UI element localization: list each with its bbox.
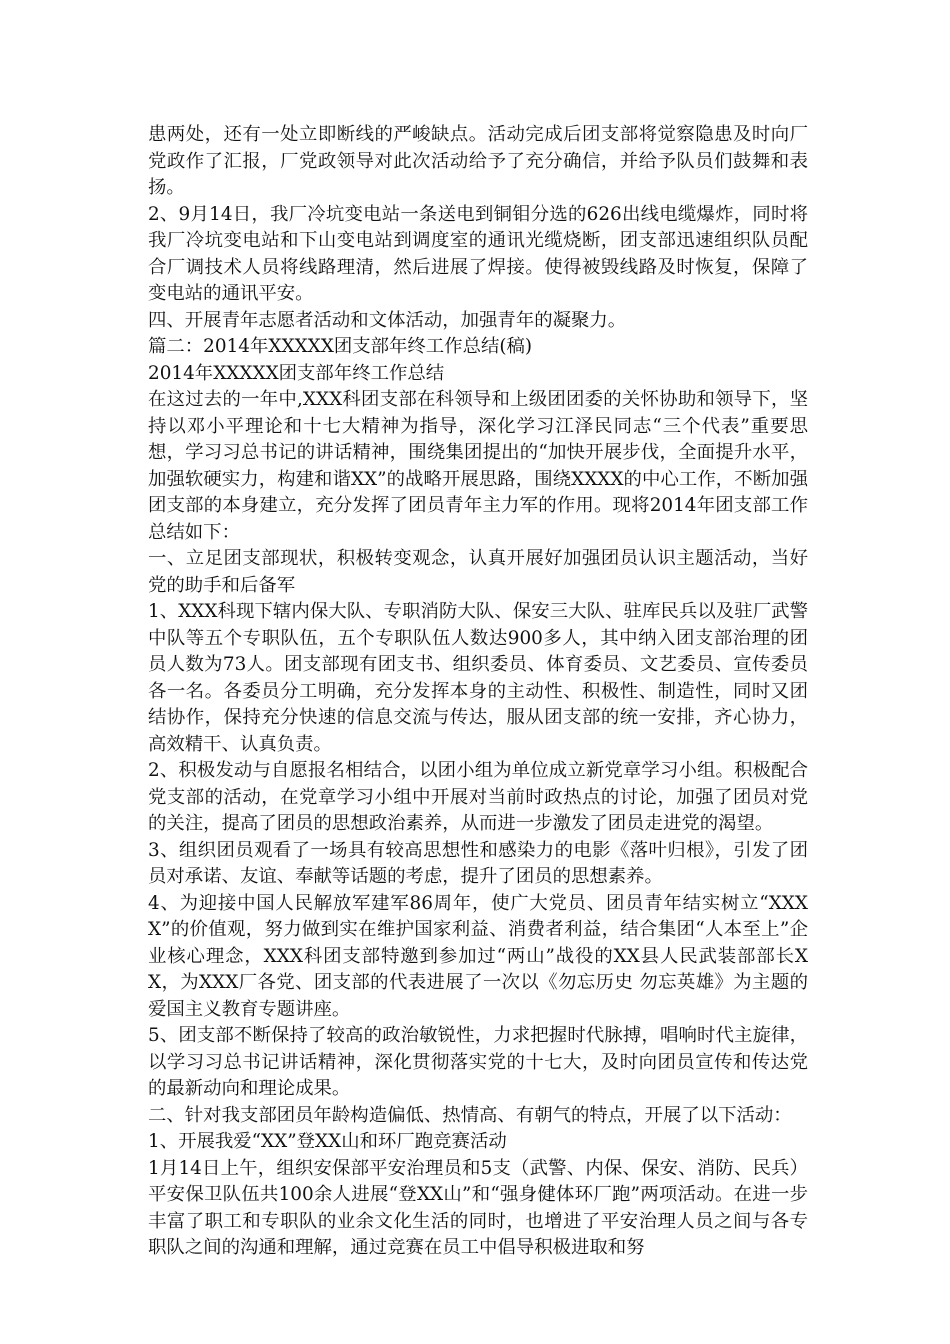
paragraph: 4、为迎接中国人民解放军建军86周年，使广大党员、团员青年结实树立“XXXX”的价值观，努力做到实在维护国家利益、消费者利益，结合集团“人本至上”企业核心理念，XXX科团支部特邀到参加过“两山”战役的XX县人民武装部部长XX，为XXX厂各党、团支部的代表进展了一次以《勿忘历史 勿忘英雄》为主题的爱国主义教育专题讲座。: [148, 892, 808, 1020]
paragraph: 1、XXX科现下辖内保大队、专职消防大队、保安三大队、驻库民兵以及驻厂武警中队等五个专职队伍，五个专职队伍人数达900多人，其中纳入团支部治理的团员人数为73人。团支部现有团支书、组织委员、体育委员、文艺委员、宣传委员各一名。各委员分工明确，充分发挥本身的主动性、积极性、制造性，同时又团结协作，保持充分快速的信息交流与传达，服从团支部的统一安排，齐心协力，高效精干、认真负责。: [148, 601, 808, 755]
paragraph: 在这过去的一年中,XXX科团支部在科领导和上级团团委的关怀协助和领导下，坚持以邓小平理论和十七大精神为指导，深化学习江泽民同志“三个代表”重要思想，学习习总书记的讲话精神，围绕集团提出的“加快开展步伐，全面提升水平，加强软硬实力，构建和谐XX”的战略开展思路，围绕XXXX的中心工作，不断加强团支部的本身建立，充分发挥了团员青年主力军的作用。现将2014年团支部工作总结如下：: [148, 389, 808, 543]
section-heading: 二、针对我支部团员年龄构造偏低、热情高、有朝气的特点，开展了以下活动：: [148, 1104, 792, 1126]
document-page: [148, 122, 808, 1262]
paragraph: 2、9月14日，我厂冷坑变电站一条送电到铜钼分选的626出线电缆爆炸，同时将我厂冷坑变电站和下山变电站到调度室的通讯光缆烧断，团支部迅速组织队员配合厂调技术人员将线路理清，然后进展了焊接。使得被毁线路及时恢复，保障了变电站的通讯平安。: [148, 203, 808, 304]
article-title: 2014年XXXXX团支部年终工作总结: [148, 362, 445, 384]
paragraph: 3、组织团员观看了一场具有较高思想性和感染力的电影《落叶归根》，引发了团员对承诺、友谊、奉献等话题的考虑，提升了团员的思想素养。: [148, 839, 808, 887]
paragraph: 患两处，还有一处立即断线的严峻缺点。活动完成后团支部将觉察隐患及时向厂党政作了汇报，厂党政领导对此次活动给予了充分确信，并给予队员们鼓舞和表扬。: [148, 124, 808, 198]
paragraph: 5、团支部不断保持了较高的政治敏锐性，力求把握时代脉搏，唱响时代主旋律，以学习习总书记讲话精神，深化贯彻落实党的十七大，及时向团员宣传和传达党的最新动向和理论成果。: [148, 1025, 808, 1099]
paragraph: 2、积极发动与自愿报名相结合，以团小组为单位成立新党章学习小组。积极配合党支部的活动，在党章学习小组中开展对当前时政热点的讨论，加强了团员对党的关注，提高了团员的思想政治素养，从而进一步激发了团员走进党的渴望。: [148, 760, 808, 834]
paragraph: 1月14日上午，组织安保部平安治理员和5支（武警、内保、保安、消防、民兵）平安保卫队伍共100余人进展“登XX山”和“强身健体环厂跑”两项活动。在进一步丰富了职工和专职队的业余文化生活的同时，也增进了平安治理人员之间与各专职队之间的沟通和理解，通过竞赛在员工中倡导积极进取和努: [148, 1157, 808, 1258]
article-heading: 篇二：2014年XXXXX团支部年终工作总结(稿): [148, 336, 533, 357]
section-heading: 四、开展青年志愿者活动和文体活动，加强青年的凝聚力。: [148, 309, 627, 331]
subsection-heading: 1、开展我爱“XX”登XX山和环厂跑竞赛活动: [148, 1131, 507, 1152]
section-heading: 一、立足团支部现状，积极转变观念，认真开展好加强团员认识主题活动，当好党的助手和后备军: [148, 548, 808, 596]
